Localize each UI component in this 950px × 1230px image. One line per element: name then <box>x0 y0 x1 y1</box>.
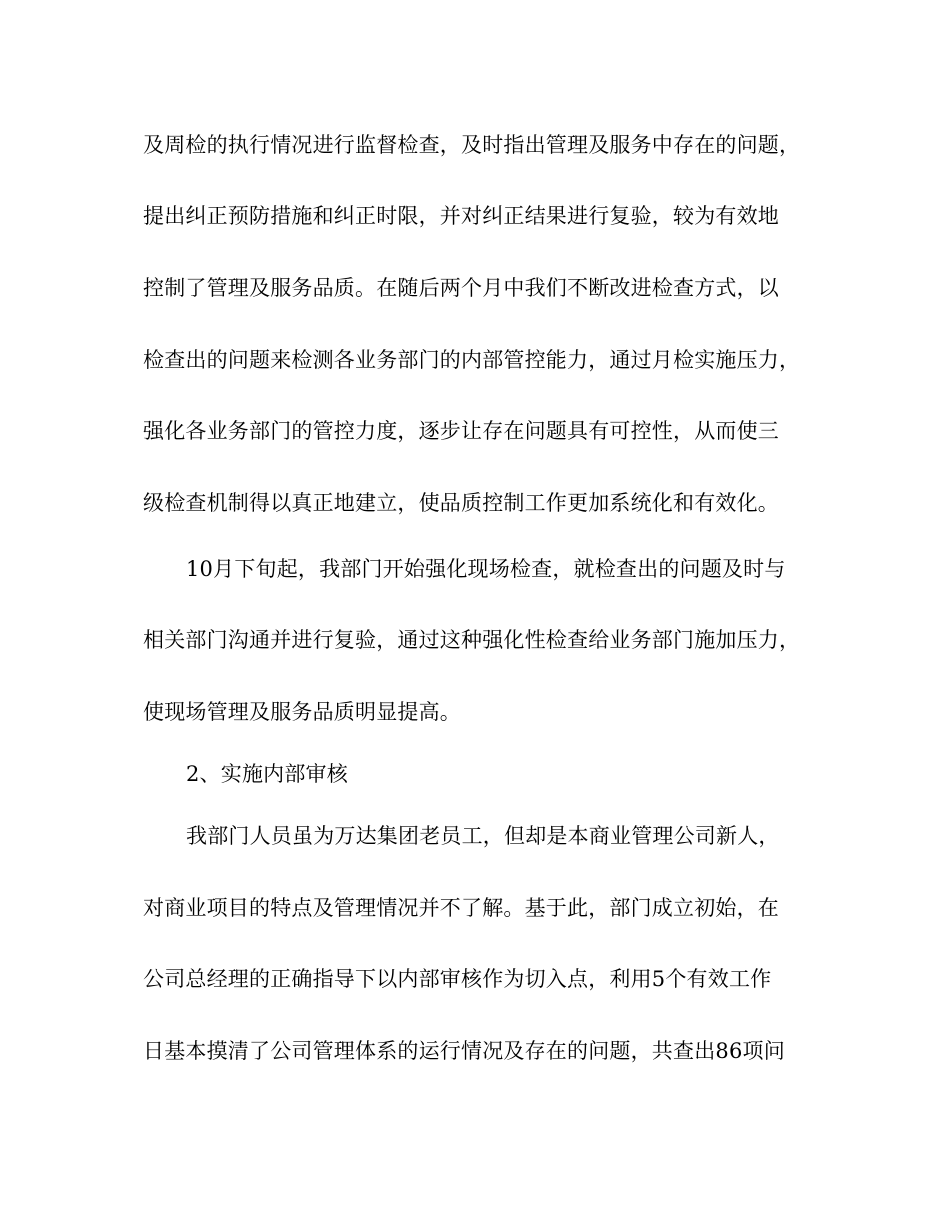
body-text-line: 公司总经理的正确指导下以内部审核作为切入点，利用5个有效工作 <box>143 967 772 991</box>
body-text-line: 相关部门沟通并进行复验，通过这种强化性检查给业务部门施加压力， <box>143 628 801 652</box>
body-text-line: 提出纠正预防措施和纠正时限，并对纠正结果进行复验，较为有效地 <box>143 204 779 228</box>
body-text-line: 级检查机制得以真正地建立，使品质控制工作更加系统化和有效化。 <box>143 491 779 515</box>
section-heading: 2、实施内部审核 <box>186 762 348 786</box>
body-text-line: 日基本摸清了公司管理体系的运行情况及存在的问题，共查出86项问 <box>143 1039 785 1063</box>
paragraph-start-line: 我部门人员虽为万达集团老员工，但却是本商业管理公司新人， <box>186 824 780 848</box>
body-text-line: 控制了管理及服务品质。在随后两个月中我们不断改进检查方式，以 <box>143 276 779 300</box>
paragraph-start-line: 10月下旬起，我部门开始强化现场检查，就检查出的问题及时与 <box>186 557 786 581</box>
body-text-line: 检查出的问题来检测各业务部门的内部管控能力，通过月检实施压力， <box>143 348 801 372</box>
body-text-line: 对商业项目的特点及管理情况并不了解。基于此，部门成立初始，在 <box>143 896 779 920</box>
body-text-line: 强化各业务部门的管控力度，逐步让存在问题具有可控性，从而使三 <box>143 419 779 443</box>
body-text-line: 使现场管理及服务品质明显提高。 <box>143 700 461 724</box>
body-text-line: 及周检的执行情况进行监督检查，及时指出管理及服务中存在的问题， <box>143 133 801 157</box>
